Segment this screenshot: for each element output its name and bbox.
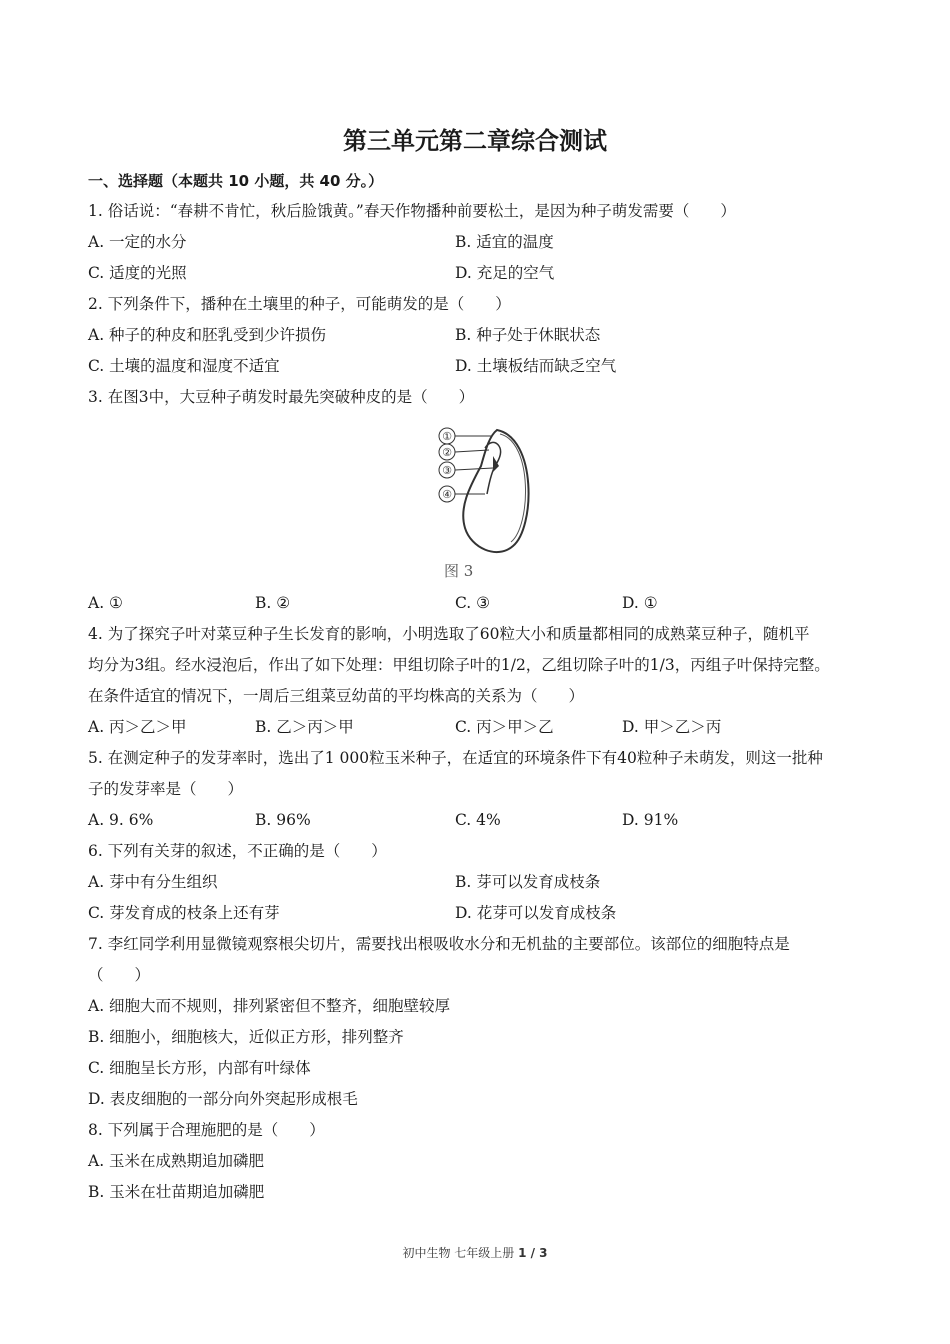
question-3-option-b: B. ② bbox=[255, 594, 291, 612]
question-6-option-c: C. 芽发育成的枝条上还有芽 bbox=[88, 904, 280, 922]
document-title: 第三单元第二章综合测试 bbox=[343, 127, 607, 155]
question-2-stem: 2. 下列条件下，播种在土壤里的种子，可能萌发的是（ ） bbox=[88, 295, 511, 313]
question-4-option-a: A. 丙＞乙＞甲 bbox=[88, 718, 187, 736]
question-5-option-c: C. 4% bbox=[455, 811, 501, 829]
figure-caption: 图 3 bbox=[444, 562, 474, 580]
question-3-option-c: C. ③ bbox=[455, 594, 491, 612]
question-6-stem: 6. 下列有关芽的叙述，不正确的是（ ） bbox=[88, 842, 387, 860]
question-1-option-c: C. 适度的光照 bbox=[88, 264, 187, 282]
question-7-option-b: B. 细胞小，细胞核大，近似正方形，排列整齐 bbox=[88, 1028, 404, 1046]
question-5-line-2: 子的发芽率是（ ） bbox=[88, 780, 244, 798]
question-7-line-2: （ ） bbox=[88, 966, 151, 984]
seed-coat-outline bbox=[463, 430, 528, 552]
question-5-option-a: A. 9. 6% bbox=[88, 811, 154, 829]
label-3 bbox=[439, 462, 493, 478]
question-1-option-a: A. 一定的水分 bbox=[88, 233, 187, 251]
question-3-option-d: D. ① bbox=[622, 594, 658, 612]
question-1-option-b: B. 适宜的温度 bbox=[455, 233, 554, 251]
question-1-stem: 1. 俗话说：“春耕不肯忙，秋后脸饿黄。”春天作物播种前要松土，是因为种子萌发需要（ ） bbox=[88, 202, 736, 220]
question-6-option-b: B. 芽可以发育成枝条 bbox=[455, 873, 601, 891]
question-7-option-c: C. 细胞呈长方形，内部有叶绿体 bbox=[88, 1059, 311, 1077]
question-2-option-a: A. 种子的种皮和胚乳受到少许损伤 bbox=[88, 326, 327, 344]
question-7-option-a: A. 细胞大而不规则，排列紧密但不整齐，细胞壁较厚 bbox=[88, 997, 451, 1015]
svg-text:②: ② bbox=[442, 446, 452, 459]
question-7-line-1: 7. 李红同学利用显微镜观察根尖切片，需要找出根吸收水分和无机盐的主要部位。该部位的细胞特点是 bbox=[88, 935, 790, 953]
question-6-option-d: D. 花芽可以发育成枝条 bbox=[455, 904, 617, 922]
question-4-option-d: D. 甲＞乙＞丙 bbox=[622, 718, 722, 736]
question-8-option-b: B. 玉米在壮苗期追加磷肥 bbox=[88, 1183, 265, 1201]
question-5-option-d: D. 91% bbox=[622, 811, 679, 829]
page-number: 1 / 3 bbox=[518, 1246, 548, 1260]
question-5-line-1: 5. 在测定种子的发芽率时，选出了1 000粒玉米种子，在适宜的环境条件下有40粒种子未萌发，则这一批种 bbox=[88, 749, 823, 767]
question-4-line-1: 4. 为了探究子叶对菜豆种子生长发育的影响，小明选取了60粒大小和质量都相同的成熟菜豆种子，随机平 bbox=[88, 625, 810, 643]
question-3-stem: 3. 在图3中，大豆种子萌发时最先突破种皮的是（ ） bbox=[88, 388, 475, 406]
svg-text:④: ④ bbox=[442, 488, 452, 501]
question-8-stem: 8. 下列属于合理施肥的是（ ） bbox=[88, 1121, 325, 1139]
question-8-option-a: A. 玉米在成熟期追加磷肥 bbox=[88, 1152, 265, 1170]
question-6-option-a: A. 芽中有分生组织 bbox=[88, 873, 218, 891]
soybean-seed-figure bbox=[405, 418, 545, 588]
svg-text:③: ③ bbox=[442, 464, 452, 477]
question-1-option-d: D. 充足的空气 bbox=[455, 264, 555, 282]
question-2-option-c: C. 土壤的温度和湿度不适宜 bbox=[88, 357, 280, 375]
question-2-option-b: B. 种子处于休眠状态 bbox=[455, 326, 601, 344]
question-4-option-c: C. 丙＞甲＞乙 bbox=[455, 718, 554, 736]
svg-text:①: ① bbox=[442, 430, 452, 443]
section-heading: 一、选择题（本题共 10 小题，共 40 分。） bbox=[88, 172, 384, 190]
question-7-option-d: D. 表皮细胞的一部分向外突起形成根毛 bbox=[88, 1090, 358, 1108]
question-3-option-a: A. ① bbox=[88, 594, 123, 612]
question-4-line-2: 均分为3组。经水浸泡后，作出了如下处理：甲组切除子叶的1/2，乙组切除子叶的1/3，丙组子叶保持完整。 bbox=[88, 656, 830, 674]
question-4-option-b: B. 乙＞丙＞甲 bbox=[255, 718, 354, 736]
footer-text: 初中生物 七年级上册 bbox=[402, 1246, 519, 1260]
page-footer bbox=[0, 1244, 950, 1261]
question-2-option-d: D. 土壤板结而缺乏空气 bbox=[455, 357, 617, 375]
label-4 bbox=[439, 486, 485, 502]
question-4-line-3: 在条件适宜的情况下，一周后三组菜豆幼苗的平均株高的关系为（ ） bbox=[88, 687, 585, 705]
label-2 bbox=[439, 444, 489, 460]
label-1 bbox=[439, 428, 491, 444]
question-5-option-b: B. 96% bbox=[255, 811, 311, 829]
